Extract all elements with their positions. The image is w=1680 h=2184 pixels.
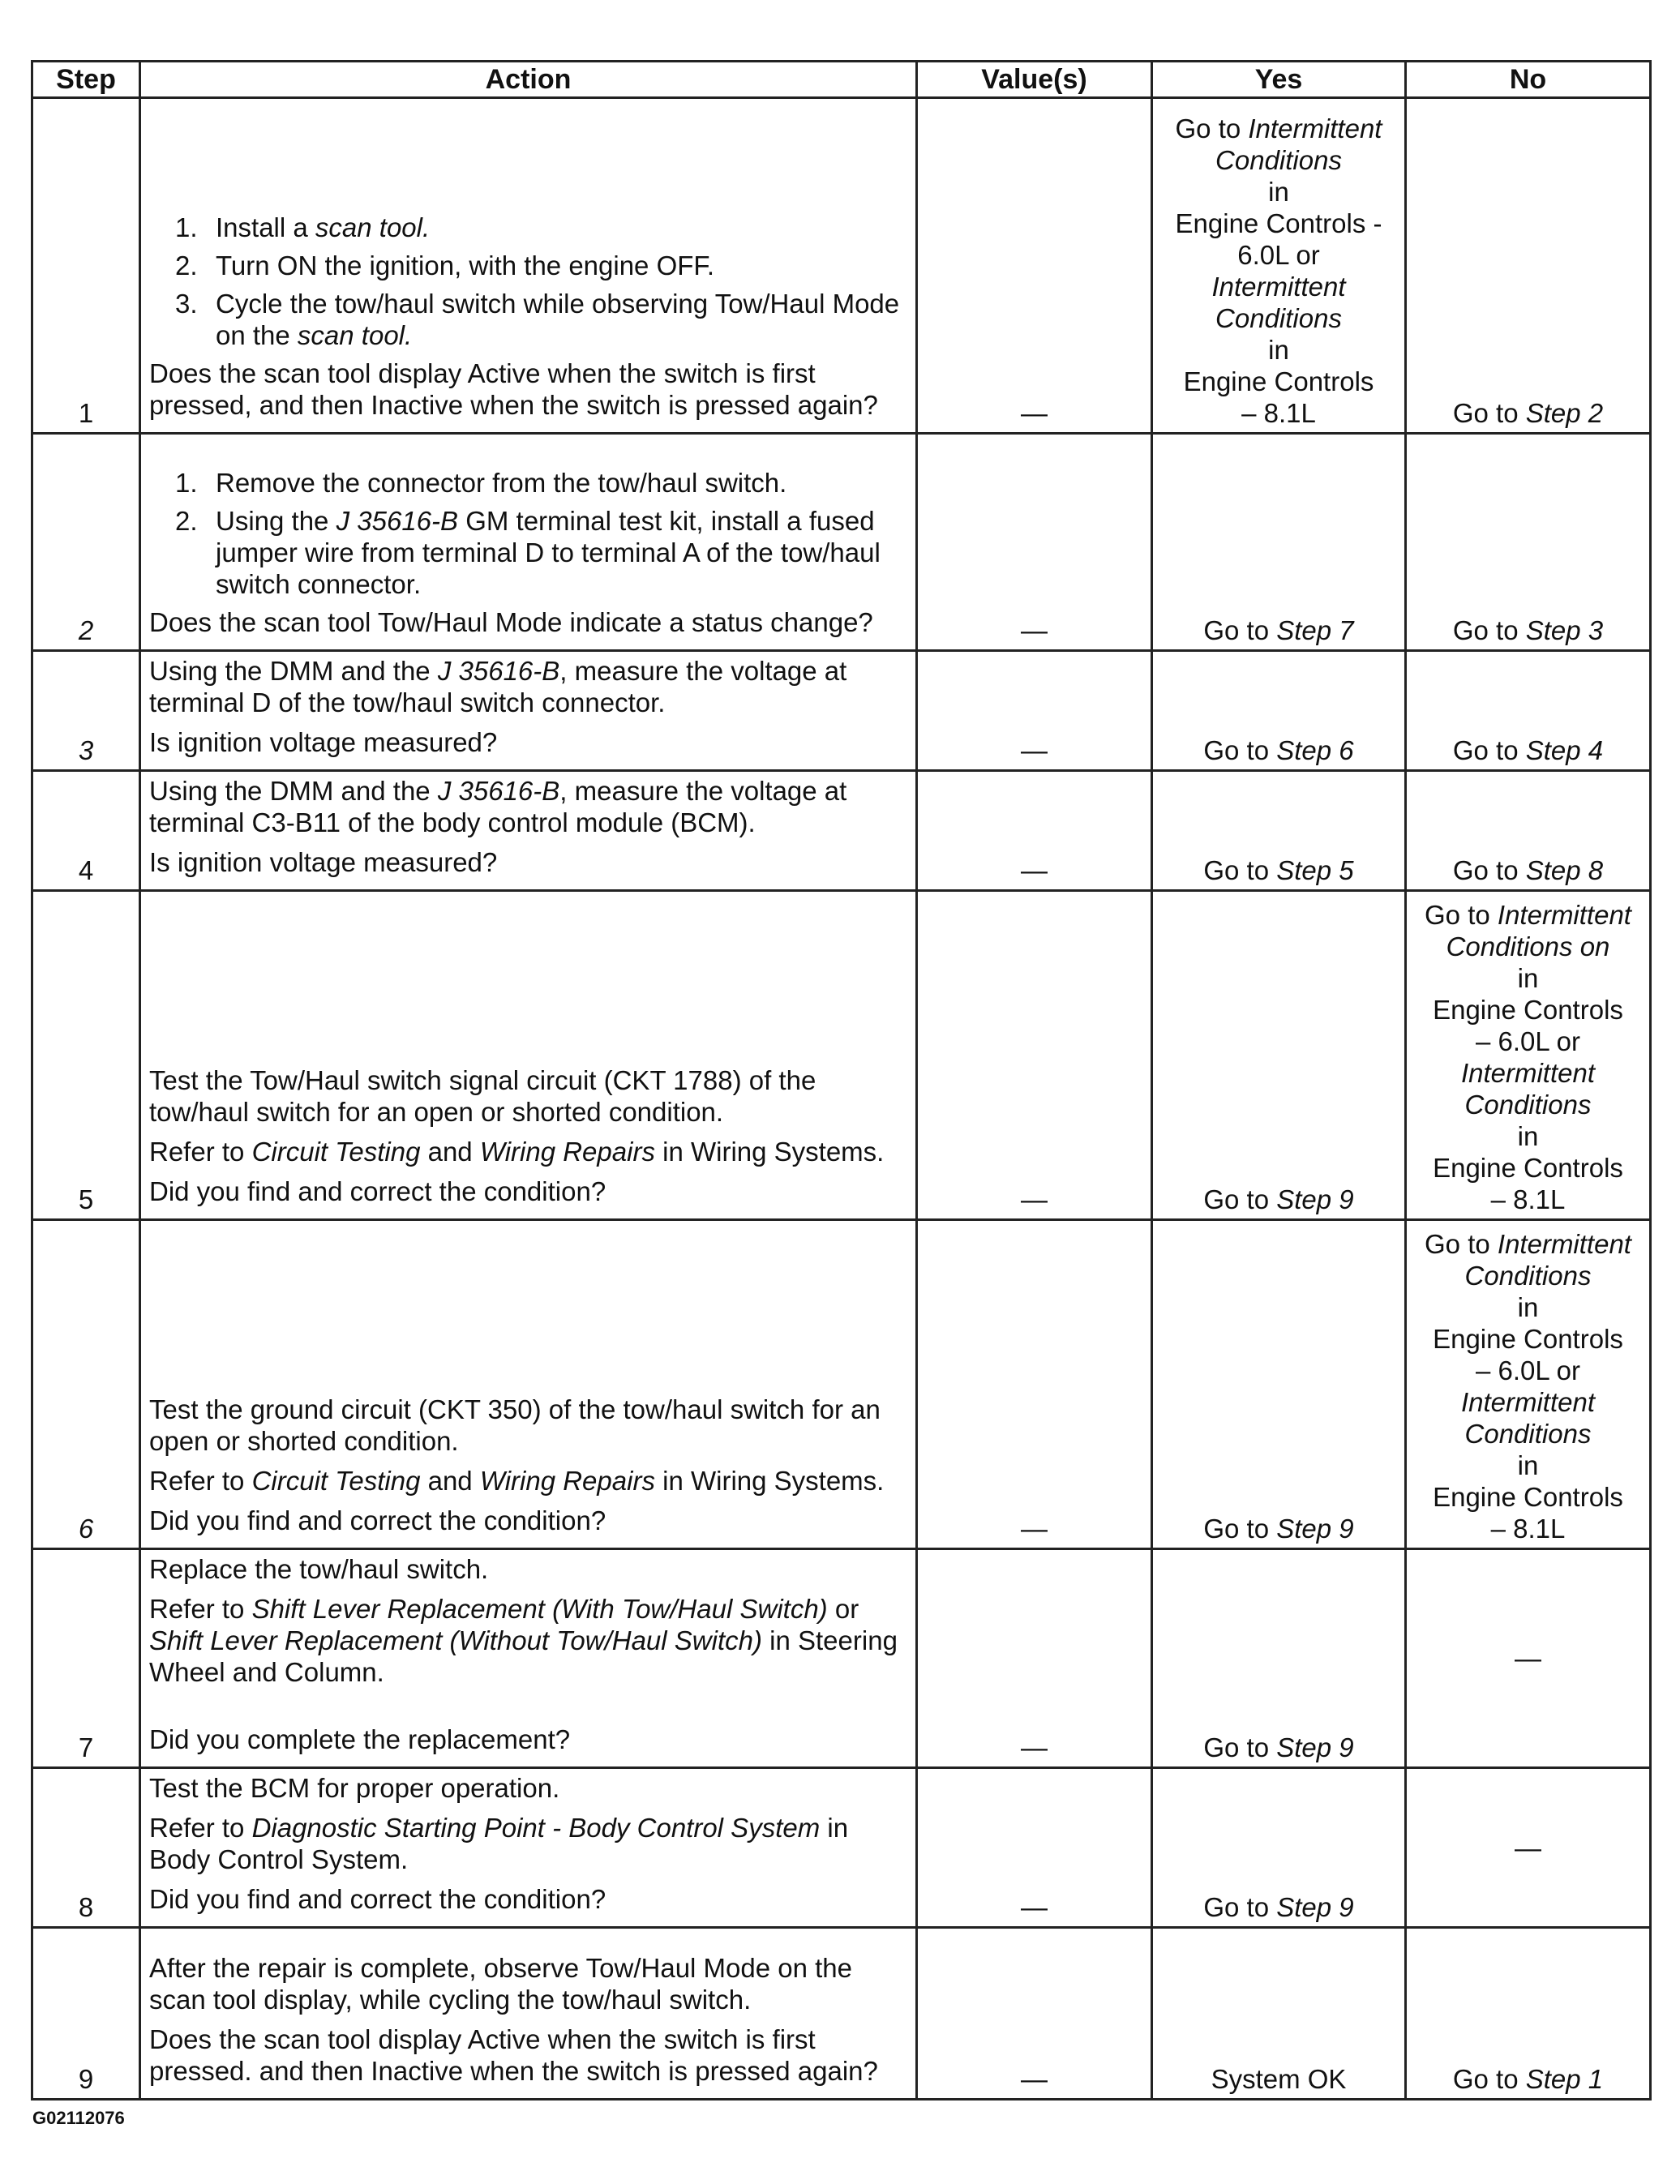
action-cell — [140, 434, 917, 651]
list-item: 2. Using the J 35616-B GM terminal test kit, install a fused jumper wire from terminal D to terminal A of the tow/haul switch connector. — [175, 506, 881, 599]
yes-cell: Go to Intermittent Conditions in Engine Controls - 6.0L or Intermittent Conditions in Engine Controls – 8.1L — [1152, 98, 1406, 434]
no-cell: Go to Step 8 — [1406, 771, 1651, 891]
header-values: Value(s) — [917, 62, 1152, 98]
step-number: 8 — [32, 1768, 140, 1928]
no-cell: Go to Step 3 — [1406, 434, 1651, 651]
action-cell — [140, 1928, 917, 2100]
table-row-step-2 — [32, 434, 1651, 651]
no-cell: Go to Intermittent Conditions in Engine Controls – 6.0L or Intermittent Conditions in Engine Controls – 8.1L — [1406, 1220, 1651, 1549]
action-cell — [140, 651, 917, 771]
yes-cell: System OK — [1152, 1928, 1406, 2100]
diagnostic-table — [31, 60, 1652, 2100]
value-cell: — — [917, 434, 1152, 651]
table-row-step-4 — [32, 771, 1651, 891]
step-number: 9 — [32, 1928, 140, 2100]
action-refer: Refer to Circuit Testing and Wiring Repairs in Wiring Systems. — [149, 1137, 885, 1167]
action-cell — [140, 1768, 917, 1928]
table-row-step-9 — [32, 1928, 1651, 2100]
figure-id: G02112076 — [32, 2108, 125, 2128]
table-row-step-7 — [32, 1549, 1651, 1768]
header-row — [32, 62, 1651, 98]
table-row-step-6 — [32, 1220, 1651, 1549]
yes-cell: Go to Step 5 — [1152, 771, 1406, 891]
step-number: 1 — [32, 98, 140, 434]
step-number: 4 — [32, 771, 140, 891]
action-question: Did you find and correct the condition? — [149, 1176, 606, 1206]
action-list — [149, 212, 907, 351]
action-cell — [140, 771, 917, 891]
value-cell: — — [917, 1220, 1152, 1549]
action-question: Is ignition voltage measured? — [149, 847, 498, 877]
yes-cell: Go to Step 9 — [1152, 1549, 1406, 1768]
action-text: Using the DMM and the J 35616-B, measure the voltage at terminal C3-B11 of the body control module (BCM). — [149, 776, 847, 837]
action-text: Test the BCM for proper operation. — [149, 1773, 560, 1803]
action-refer: Refer to Circuit Testing and Wiring Repairs in Wiring Systems. — [149, 1466, 885, 1496]
header-action: Action — [140, 62, 917, 98]
action-text: Replace the tow/haul switch. — [149, 1554, 489, 1584]
yes-cell: Go to Step 9 — [1152, 1220, 1406, 1549]
action-refer: Refer to Diagnostic Starting Point - Body Control System in Body Control System. — [149, 1813, 849, 1874]
action-cell — [140, 1549, 917, 1768]
action-question: Is ignition voltage measured? — [149, 727, 498, 757]
header-no: No — [1406, 62, 1651, 98]
list-item: 2. Turn ON the ignition, with the engine OFF. — [175, 251, 715, 280]
list-item: 3. Cycle the tow/haul switch while observing Tow/Haul Mode on the scan tool. — [175, 289, 900, 350]
action-list — [149, 467, 907, 600]
value-cell: — — [917, 891, 1152, 1220]
yes-cell: Go to Step 7 — [1152, 434, 1406, 651]
value-cell: — — [917, 1928, 1152, 2100]
table-row-step-3 — [32, 651, 1651, 771]
step-number: 5 — [32, 891, 140, 1220]
action-text: After the repair is complete, observe Tow/Haul Mode on the scan tool display, while cycling the tow/haul switch. — [149, 1953, 853, 2015]
table-row-step-1 — [32, 98, 1651, 434]
action-cell — [140, 98, 917, 434]
action-text: Test the Tow/Haul switch signal circuit (CKT 1788) of the tow/haul switch for an open or shorted condition. — [149, 1065, 816, 1127]
no-cell: Go to Step 2 — [1406, 98, 1651, 434]
action-question: Did you complete the replacement? — [149, 1724, 571, 1754]
list-item: 1. Remove the connector from the tow/haul switch. — [175, 468, 787, 498]
yes-cell: Go to Step 6 — [1152, 651, 1406, 771]
action-cell — [140, 891, 917, 1220]
no-cell: Go to Step 1 — [1406, 1928, 1651, 2100]
no-cell: — — [1406, 1549, 1651, 1768]
value-cell: — — [917, 1768, 1152, 1928]
action-question: Did you find and correct the condition? — [149, 1884, 606, 1914]
no-cell: Go to Step 4 — [1406, 651, 1651, 771]
step-number: 2 — [32, 434, 140, 651]
no-cell: Go to Intermittent Conditions on in Engine Controls – 6.0L or Intermittent Conditions in Engine Controls – 8.1L — [1406, 891, 1651, 1220]
action-question: Does the scan tool Tow/Haul Mode indicate a status change? — [149, 607, 873, 637]
value-cell: — — [917, 651, 1152, 771]
table-row-step-8 — [32, 1768, 1651, 1928]
table-row-step-5 — [32, 891, 1651, 1220]
list-item: 1. Install a scan tool. — [175, 212, 431, 242]
action-cell — [140, 1220, 917, 1549]
action-text: Test the ground circuit (CKT 350) of the tow/haul switch for an open or shorted condition. — [149, 1394, 881, 1456]
no-cell: — — [1406, 1768, 1651, 1928]
value-cell: — — [917, 771, 1152, 891]
header-yes: Yes — [1152, 62, 1406, 98]
yes-cell: Go to Step 9 — [1152, 891, 1406, 1220]
header-step: Step — [32, 62, 140, 98]
yes-cell: Go to Step 9 — [1152, 1768, 1406, 1928]
action-question: Does the scan tool display Active when the switch is first pressed, and then Inactive when the switch is pressed again? — [149, 358, 878, 420]
action-question: Does the scan tool display Active when the switch is first pressed. and then Inactive when the switch is pressed again? — [149, 2024, 878, 2086]
value-cell: — — [917, 98, 1152, 434]
action-refer: Refer to Shift Lever Replacement (With Tow/Haul Switch) or Shift Lever Replacement (Without Tow/Haul Switch) in Steering Wheel and Column. — [149, 1594, 898, 1687]
step-number: 3 — [32, 651, 140, 771]
step-number: 7 — [32, 1549, 140, 1768]
action-text: Using the DMM and the J 35616-B, measure the voltage at terminal D of the tow/haul switch connector. — [149, 656, 847, 717]
value-cell: — — [917, 1549, 1152, 1768]
step-number: 6 — [32, 1220, 140, 1549]
action-question: Did you find and correct the condition? — [149, 1505, 606, 1535]
